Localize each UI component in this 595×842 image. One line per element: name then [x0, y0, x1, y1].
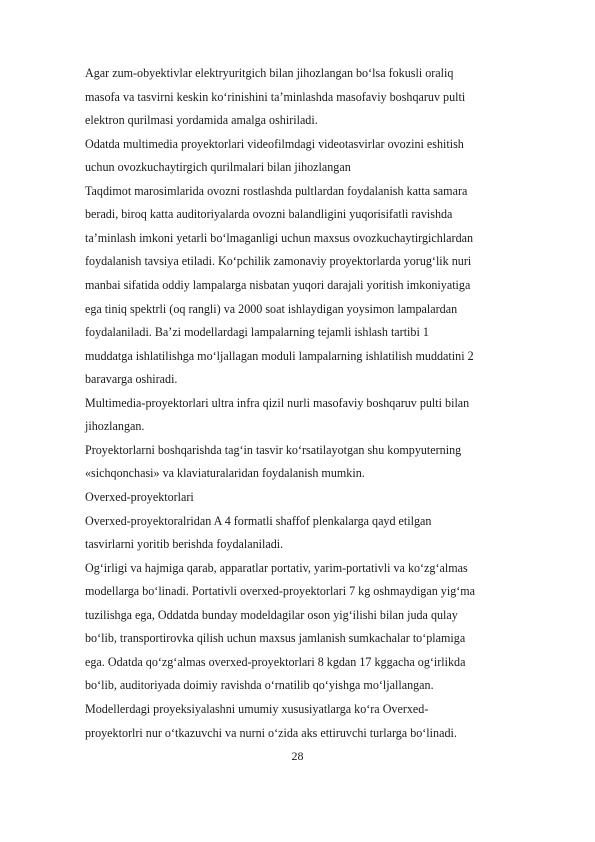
- text-line: uchun ovozkuchaytirgich qurilmalari bilan jihozlangan: [85, 160, 351, 174]
- text-line: Proyektorlarni boshqarishda tag‘in tasvir ko‘rsatilayotgan shu kompyuterning: [85, 443, 462, 457]
- text-line: elektron qurilmasi yordamida amalga oshiriladi.: [85, 113, 318, 127]
- text-line: Multimedia-proyektorlari ultra infra qizil nurli masofaviy boshqaruv pulti bilan: [85, 396, 470, 410]
- text-line: manbai sifatida oddiy lampalarga nisbatan yuqori darajali yoritish imkoniyatiga: [85, 278, 471, 292]
- text-line: tasvirlarni yoritib berishda foydalaniladi.: [85, 537, 284, 551]
- text-line: jihozlangan.: [85, 419, 145, 433]
- text-line: Og‘irligi va hajmiga qarab, apparatlar portativ, yarim-portativli va ko‘zg‘almas: [85, 561, 468, 575]
- section-heading: Overxed-proyektorlari: [85, 490, 194, 504]
- text-line: ega. Odatda qo‘zg‘almas overxed-proyektorlari 8 kgdan 17 kggacha og‘irlikda: [85, 655, 466, 669]
- text-line: bo‘lib, auditoriyada doimiy ravishda o‘rnatilib qo‘yishga mo‘ljallangan.: [85, 678, 434, 692]
- text-line: muddatga ishlatilishga mo‘ljallagan moduli lampalarning ishlatilish muddatini 2: [85, 349, 474, 363]
- text-line: foydalaniladi. Ba’zi modellardagi lampalarning tejamli ishlash tartibi 1: [85, 325, 429, 339]
- text-line: tuzilishga ega, Oddatda bunday modeldagilar oson yig‘ilishi bilan juda qulay: [85, 608, 458, 622]
- page-number: 28: [291, 749, 304, 763]
- text-line: ega tiniq spektrli (oq rangli) va 2000 soat ishlaydigan yoysimon lampalardan: [85, 302, 458, 316]
- text-line: Taqdimot marosimlarida ovozni rostlashda pultlardan foydalanish katta samara: [85, 184, 468, 198]
- text-line: modellarga bo‘linadi. Portativli overxed-proyektorlari 7 kg oshmaydigan yig‘ma: [85, 584, 476, 598]
- text-line: foydalanish tavsiya etiladi. Ko‘pchilik zamonaviy proyektorlarda yorug‘lik nuri: [85, 254, 472, 268]
- text-line: Modellerdagi proyeksiyalashni umumiy xususiyatlarga ko‘ra Overxed-: [85, 702, 429, 716]
- text-line: Odatda multimedia proyektorlari videofilmdagi videotasvirlar ovozini eshitish: [85, 137, 464, 151]
- text-line: beradi, biroq katta auditoriyalarda ovozni balandligini yuqorisifatli ravishda: [85, 207, 453, 221]
- text-line: Overxed-proyektoralridan A 4 formatli shaffof plenkalarga qayd etilgan: [85, 514, 432, 528]
- text-line: «sichqonchasi» va klaviaturalaridan foydalanish mumkin.: [85, 466, 365, 480]
- text-line: baravarga oshiradi.: [85, 372, 178, 386]
- text-line: Agar zum-obyektivlar elektryuritgich bilan jihozlangan bo‘lsa fokusli oraliq: [85, 66, 454, 80]
- text-line: proyektorlri nur o‘tkazuvchi va nurni o‘zida aks ettiruvchi turlarga bo‘linadi.: [85, 726, 457, 740]
- text-line: bo‘lib, transportirovka qilish uchun maxsus jamlanish sumkachalar to‘plamiga: [85, 631, 466, 645]
- text-line: ta’minlash imkoni yetarli bo‘lmaganligi uchun maxsus ovozkuchaytirgichlardan: [85, 231, 474, 245]
- text-line: masofa va tasvirni keskin ko‘rinishini ta’minlashda masofaviy boshqaruv pulti: [85, 90, 466, 104]
